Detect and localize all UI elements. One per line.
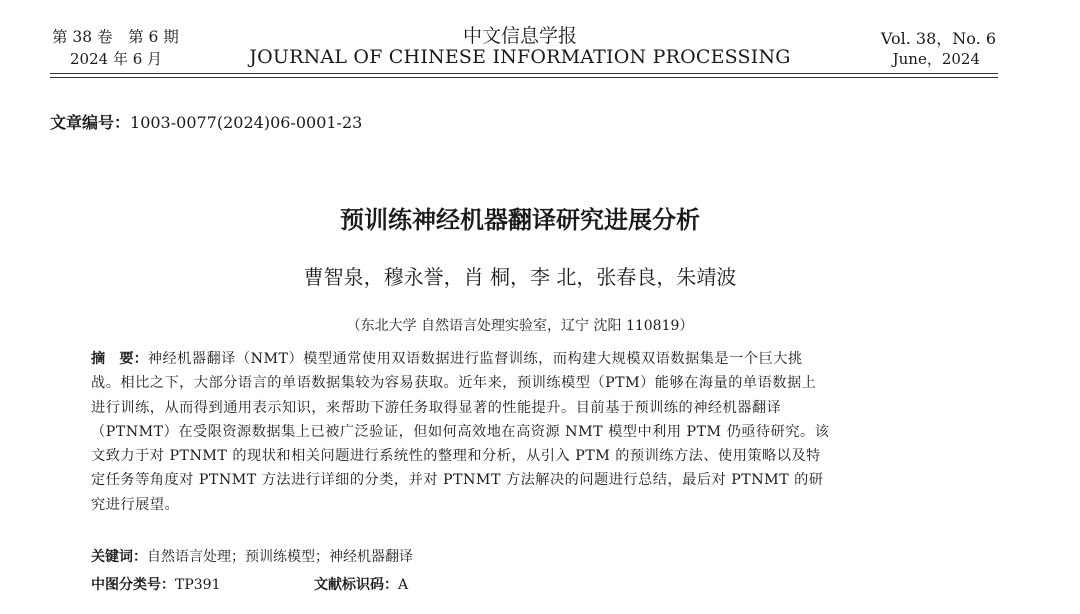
journal-name-cn: 中文信息学报 <box>462 25 577 47</box>
document-code-label: 文献标识码： <box>314 577 398 593</box>
volume-issue-en: Vol. 38，No. 6 <box>880 29 996 48</box>
abstract-line: 究进行展望。 <box>91 496 180 513</box>
abstract-line: 进行训练，从而得到通用表示知识，来帮助下游任务取得显著的性能提升。目前基于预训练的神经机器翻译 <box>91 399 782 416</box>
abstract-line: 文致力于对 PTNMT 的现状和相关问题进行系统性的整理和分析，从引入 PTM 的预训练方法、使用策略以及特 <box>91 448 821 465</box>
keywords-value: 自然语言处理；预训练模型；神经机器翻译 <box>147 549 413 565</box>
date-en: June，2024 <box>892 50 980 68</box>
clc-label: 中图分类号： <box>91 577 175 593</box>
keywords <box>91 546 413 566</box>
abstract-line: 定任务等角度对 PTNMT 方法进行详细的分类，并对 PTNMT 方法解决的问题进行总结，最后对 PTNMT 的研 <box>91 472 824 489</box>
keywords-label: 关键词： <box>91 549 147 565</box>
abstract-line: 摘 要：神经机器翻译（NMT）模型通常使用双语数据进行监督训练，而构建大规模双语数据集是一个巨大挑 <box>91 351 803 367</box>
abstract-line: 战。相比之下，大部分语言的单语数据集较为容易获取。近年来，预训练模型（PTM）能够在海量的单语数据上 <box>91 375 817 392</box>
date-cn: 2024 年 6 月 <box>70 50 163 68</box>
document-code-value: A <box>398 577 409 593</box>
header-rule-bottom <box>50 77 998 78</box>
clc-number <box>91 574 220 594</box>
affiliation: （东北大学 自然语言处理实验室，辽宁 沈阳 110819） <box>346 318 694 334</box>
article-number <box>50 110 362 133</box>
abstract <box>91 347 961 517</box>
article-number-label: 文章编号： <box>50 113 131 132</box>
clc-value: TP391 <box>175 577 221 593</box>
volume-issue-cn: 第 38 卷 第 6 期 <box>52 28 179 46</box>
author-list: 曹智泉，穆永誉，肖 桐，李 北，张春良，朱靖波 <box>303 265 737 289</box>
document-code <box>314 574 408 594</box>
header-rule-top <box>50 73 998 74</box>
paper-title: 预训练神经机器翻译研究进展分析 <box>340 206 700 234</box>
journal-name-en: JOURNAL OF CHINESE INFORMATION PROCESSING <box>249 46 791 68</box>
abstract-line: （PTNMT）在受限资源数据集上已被广泛验证，但如何高效地在高资源 NMT 模型中利用 PTM 仍亟待研究。该 <box>91 423 830 440</box>
article-number-value: 1003-0077(2024)06-0001-23 <box>130 113 363 132</box>
abstract-label: 摘 要： <box>91 351 148 367</box>
